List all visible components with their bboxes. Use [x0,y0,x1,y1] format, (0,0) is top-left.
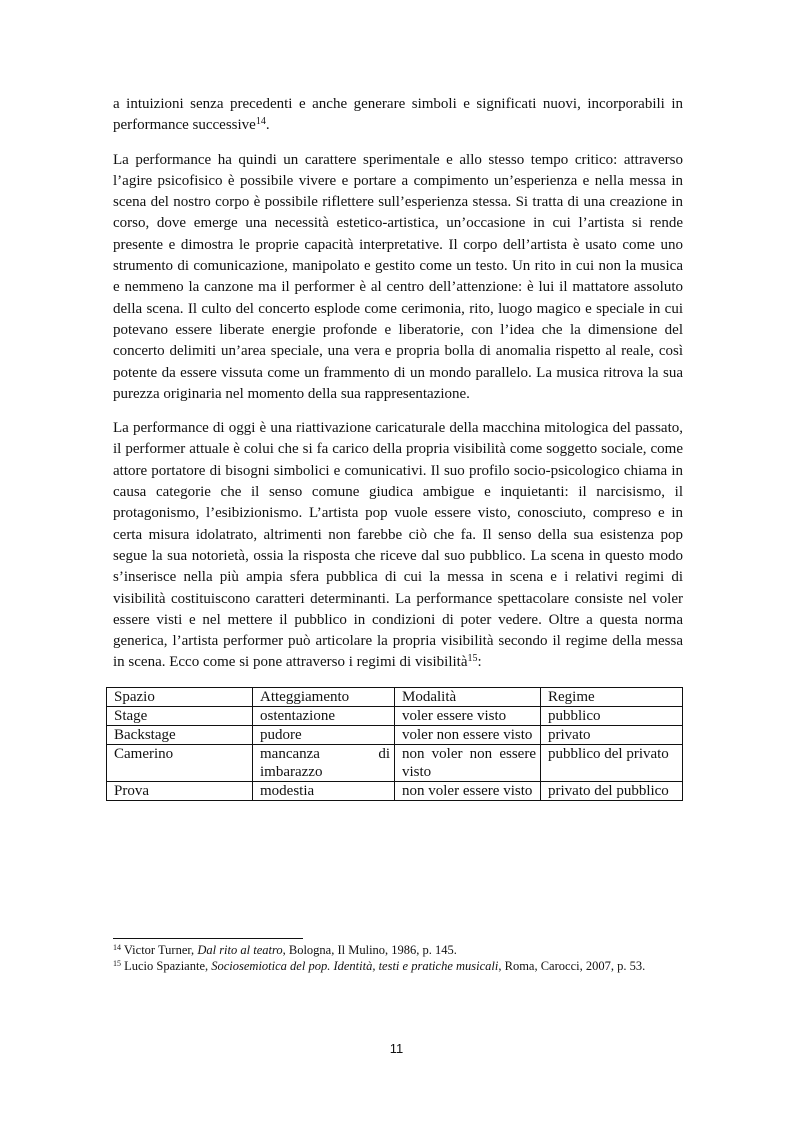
table-row [107,744,683,781]
footnotes [113,943,683,975]
footnote-ref-15[interactable]: 15 [467,653,478,665]
table-cell: pubblico [541,706,683,725]
table-cell: pubblico del privato [541,744,683,781]
footnote-details: , Bologna, Il Mulino, 1986, p. 145. [282,943,457,957]
table-cell: Backstage [107,725,253,744]
page-content [113,94,683,801]
table-cell: Camerino [107,744,253,781]
page-number: 11 [389,1041,404,1056]
table-row [107,725,683,744]
footnote-divider [113,938,303,939]
footnote-number: 15 [113,959,121,968]
footnote-ref-14[interactable]: 14 [255,116,266,128]
paragraph-1 [113,94,683,137]
paragraph-3 [113,418,683,674]
table-cell: voler essere visto [395,706,541,725]
table-row [107,781,683,800]
table-cell: privato [541,725,683,744]
paragraph-3-end: : [477,654,482,671]
footnote-number: 14 [113,943,121,952]
table-cell: modestia [253,781,395,800]
table-header-row [107,687,683,706]
table-cell: voler non essere visto [395,725,541,744]
table-header-cell: Atteggiamento [253,687,395,706]
table-cell: pudore [253,725,395,744]
footnote-14 [113,943,683,958]
footnote-15 [113,959,683,974]
table-header-cell: Modalità [395,687,541,706]
table-cell: Stage [107,706,253,725]
table-cell: ostentazione [253,706,395,725]
table-cell: non voler essere visto [395,781,541,800]
table-cell: privato del pubblico [541,781,683,800]
footnote-title: Sociosemiotica del pop. Identità, testi e pratiche musicali [211,959,499,973]
table-cell: mancanza di imbarazzo [253,744,395,781]
table-header-cell: Regime [541,687,683,706]
paragraph-1-text: a intuizioni senza precedenti e anche generare simboli e significati nuovi, incorporabili in performance successive [113,96,683,134]
paragraph-3-text: La performance di oggi è una riattivazione caricaturale della macchina mitologica del passato, il performer attuale è colui che si fa carico della propria visibilità come soggetto sociale, come attore portatore di bisogni simbolici e comunicativi. Il suo profilo socio-psicologico chiama in causa categorie che il senso comune giudica ambigue e inquietanti: il narcisismo, il protagonismo, l’esibizionismo. L’artista pop vuole essere visto, conosciuto, compreso e in certa misura idolatrato, altrimenti non farebbe ciò che fa. Il senso della sua esistenza pop segue la sua notorietà, ossia la risposta che riceve dal suo pubblico. La scena in questo modo s’inserisce nella più ampia sfera pubblica di cui la messa in scena e i relativi regimi di visibilità costituiscono caratteri determinanti. La performance spettacolare consiste nel voler essere visti e nel mettere il pubblico in condizioni di poter vedere. Oltre a questa norma generica, l’artista performer può articolare la propria visibilità secondo il regime della messa in scena. Ecco come si pone attraverso i regimi di visibilità [113,420,683,671]
paragraph-1-end: . [265,117,270,134]
paragraph-2: La performance ha quindi un carattere sperimentale e allo stesso tempo critico: attraverso l’agire psicofisico è possibile vivere e portare a compimento un’esperienza e nella messa in scena del nostro corpo è possibile riflettere sull’esperienza stessa. Si tratta di una creazione in corso, dove emerge una necessità estetico-artistica, un’occasione in cui l’artista si rende presente e dimostra le proprie capacità interpretative. Il corpo dell’artista è usato come uno strumento di comunicazione, manipolato e gestito come un testo. Un rito in cui non la musica e nemmeno la canzone ma il performer è al centro dell’attenzione: è lui il mattatore assoluto della scena. Il culto del concerto esplode come cerimonia, rito, luogo magico e speciale in cui potevano essere liberate energie profonde e liberatorie, con l’idea che la dimensione del concerto delimiti un’area speciale, una vera e propria bolla di anomalia rispetto al reale, così potente da essere vissuta come un frammento di un mondo parallelo. La musica ritrova la sua purezza originaria nel momento della sua rappresentazione. [113,151,683,402]
table-cell: non voler non essere visto [395,744,541,781]
footnote-author: Victor Turner, [123,943,198,957]
footnote-title: Dal rito al teatro [197,943,283,957]
footnote-details: , Roma, Carocci, 2007, p. 53. [498,959,646,973]
table-row [107,706,683,725]
visibility-regimes-table [106,687,683,801]
table-header-cell: Spazio [107,687,253,706]
table-cell: Prova [107,781,253,800]
footnote-author: Lucio Spaziante, [124,959,212,973]
